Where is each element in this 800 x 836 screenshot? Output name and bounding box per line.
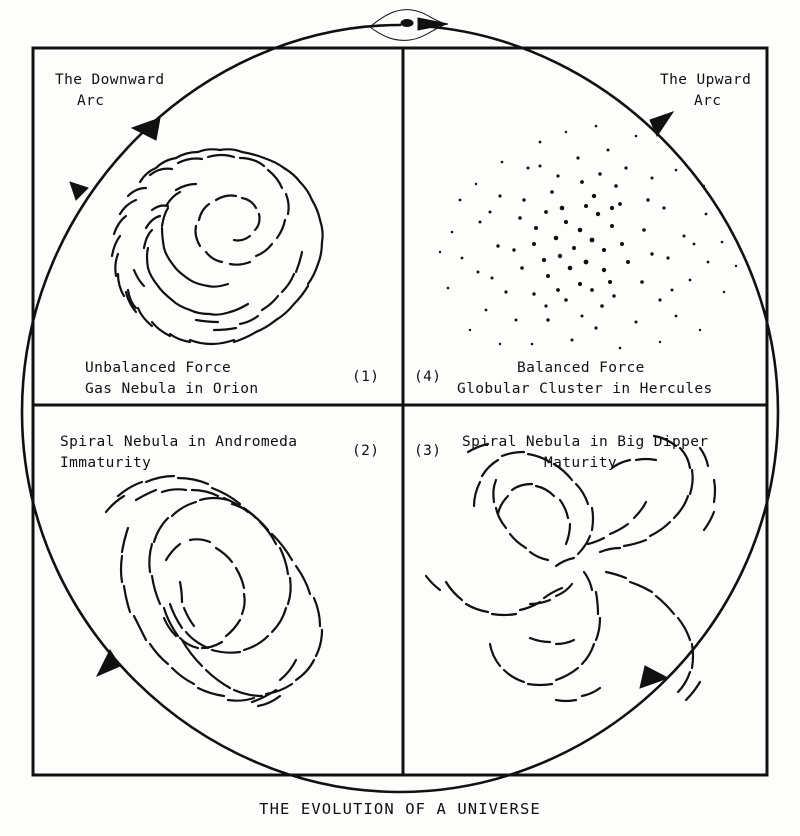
quadrant-2-title-line2: Immaturity bbox=[60, 455, 152, 471]
quadrant-2-number: (2) bbox=[352, 443, 380, 459]
globular-cluster-hercules-sketch bbox=[439, 125, 737, 350]
figure-caption: THE EVOLUTION OF A UNIVERSE bbox=[259, 800, 541, 818]
quadrant-2-title-line1: Spiral Nebula in Andromeda bbox=[60, 434, 298, 450]
quadrant-4-title-line2: Globular Cluster in Hercules bbox=[457, 381, 713, 397]
quadrant-3-title-line2: Maturity bbox=[544, 455, 618, 471]
upward-arc-line2: Arc bbox=[694, 93, 722, 109]
spiral-nebula-andromeda-sketch bbox=[106, 476, 322, 706]
quadrant-4-title-line1: Balanced Force bbox=[517, 360, 645, 376]
frame-box bbox=[33, 48, 767, 775]
quadrant-2-title bbox=[60, 432, 297, 474]
spiral-nebula-big-dipper-sketch bbox=[426, 436, 715, 701]
quadrant-1-number: (1) bbox=[352, 369, 380, 385]
upward-arc-label bbox=[660, 70, 751, 112]
quadrant-3-title bbox=[462, 432, 709, 474]
quadrant-1-title bbox=[85, 358, 258, 400]
quadrant-3-title-line1: Spiral Nebula in Big Dipper bbox=[462, 434, 709, 450]
quadrant-4-number: (4) bbox=[414, 369, 442, 385]
downward-arc-line1: The Downward bbox=[55, 72, 165, 88]
quadrant-1-title-line1: Unbalanced Force bbox=[85, 360, 232, 376]
downward-arc-label bbox=[55, 70, 165, 112]
quadrant-3-number: (3) bbox=[414, 443, 442, 459]
upward-arc-line1: The Upward bbox=[660, 72, 752, 88]
quadrant-1-title-line2: Gas Nebula in Orion bbox=[85, 381, 259, 397]
quadrant-4-title bbox=[457, 358, 713, 400]
downward-arc-line2: Arc bbox=[77, 93, 105, 109]
gas-nebula-orion-sketch bbox=[112, 149, 323, 344]
